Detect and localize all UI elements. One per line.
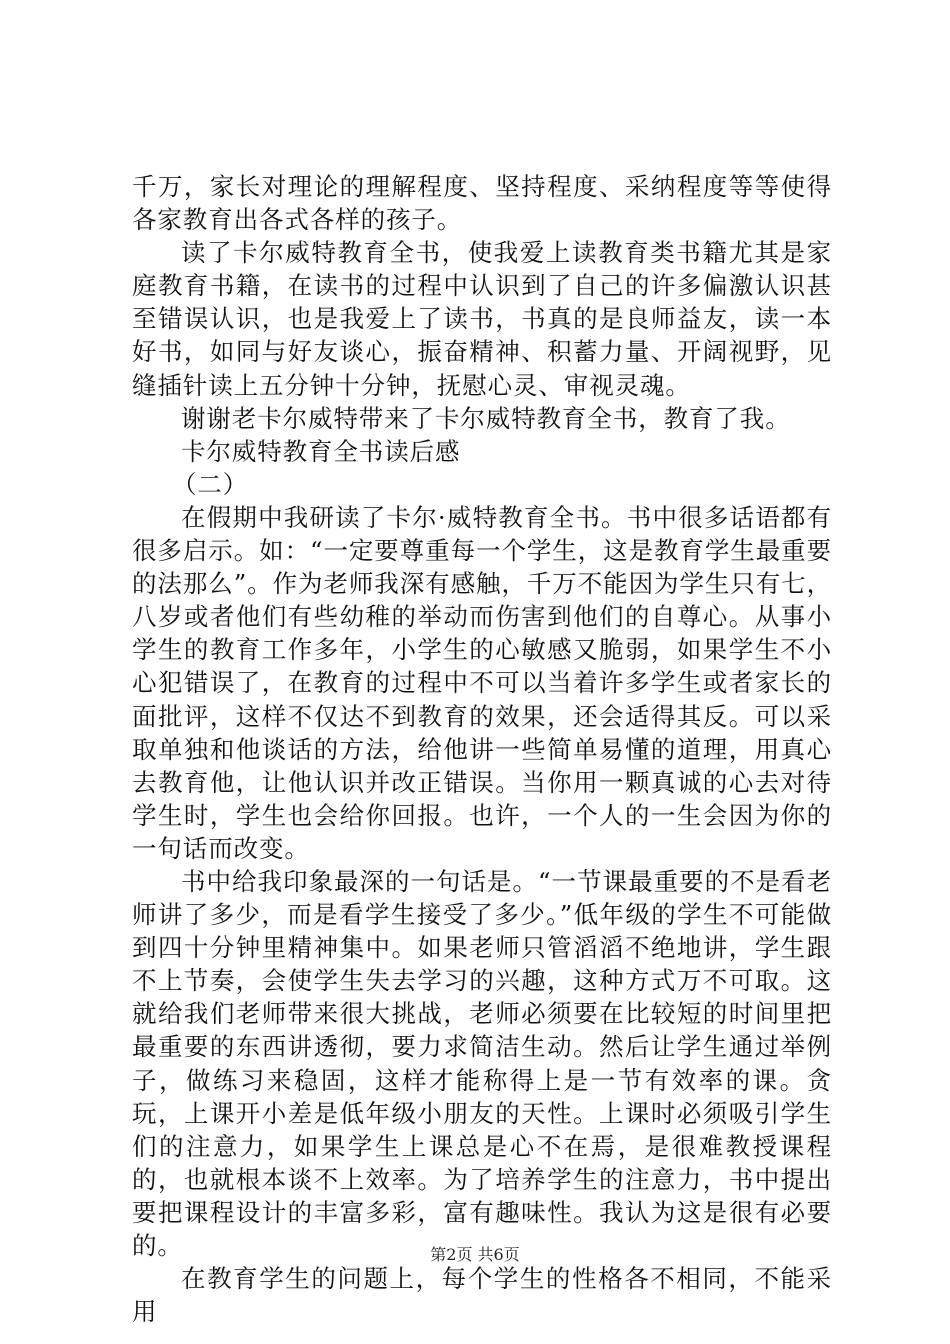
paragraph-thanks: 谢谢老卡尔威特带来了卡尔威特教育全书，教育了我。 bbox=[181, 403, 791, 433]
section-title: 卡尔威特教育全书读后感 bbox=[181, 436, 461, 466]
paragraph-reading-reflection: 读了卡尔威特教育全书，使我爱上读教育类书籍尤其是家庭教育书籍，在读书的过程中认识到了自己的许多偏激认识甚至错误认识，也是我爱上了读书，书真的是良师益友，读一本好书，如同与好友谈心，振奋精神、积蓄力量、开阔视野，见缝插针读上五分钟十分钟，抚慰心灵、审视灵魂。 bbox=[132, 238, 832, 400]
paragraph-continuation: 千万，家长对理论的理解程度、坚持程度、采纳程度等等使得各家教育出各式各样的孩子。 bbox=[132, 172, 832, 235]
page-number-footer: 第2页 共6页 bbox=[430, 1245, 520, 1264]
paragraph-efficient-lesson: 书中给我印象最深的一句话是。“一节课最重要的不是看老师讲了多少，而是看学生接受了多少。”低年级的学生不可能做到四十分钟里精神集中。如果老师只管滔滔不绝地讲，学生跟不上节奏，会使学生失去学习的兴趣，这种方式万不可取。这就给我们老师带来很大挑战，老师必须要在比较短的时间里把最重要的东西讲透彻，要力求简洁生动。然后让学生通过举例子，做练习来稳固，这样才能称得上是一节有效率的课。贪玩，上课开小差是低年级小朋友的天性。上课时必须吸引学生们的注意力，如果学生上课总是心不在焉，是很难教授课程的，也就根本谈不上效率。为了培养学生的注意力，书中提出要把课程设计的丰富多彩，富有趣味性。我认为这是很有必要的。 bbox=[132, 866, 832, 1260]
paragraph-student-personality: 在教育学生的问题上，每个学生的性格各不相同，不能采用 bbox=[132, 1264, 832, 1327]
document-body bbox=[132, 170, 832, 1328]
section-number: （二） bbox=[172, 469, 249, 499]
paragraph-respect-students: 在假期中我研读了卡尔·威特教育全书。书中很多话语都有很多启示。如：“一定要尊重每一个学生，这是教育学生最重要的法那么”。作为老师我深有感触，千万不能因为学生只有七，八岁或者他们有些幼稚的举动而伤害到他们的自尊心。从事小学生的教育工作多年，小学生的心敏感又脆弱，如果学生不小心犯错误了，在教育的过程中不可以当着许多学生或者家长的面批评，这样不仅达不到教育的效果，还会适得其反。可以采取单独和他谈话的方法，给他讲一些简单易懂的道理，用真心去教育他，让他认识并改正错误。当你用一颗真诚的心去对待学生时，学生也会给你回报。也许，一个人的一生会因为你的一句话而改变。 bbox=[132, 502, 832, 863]
